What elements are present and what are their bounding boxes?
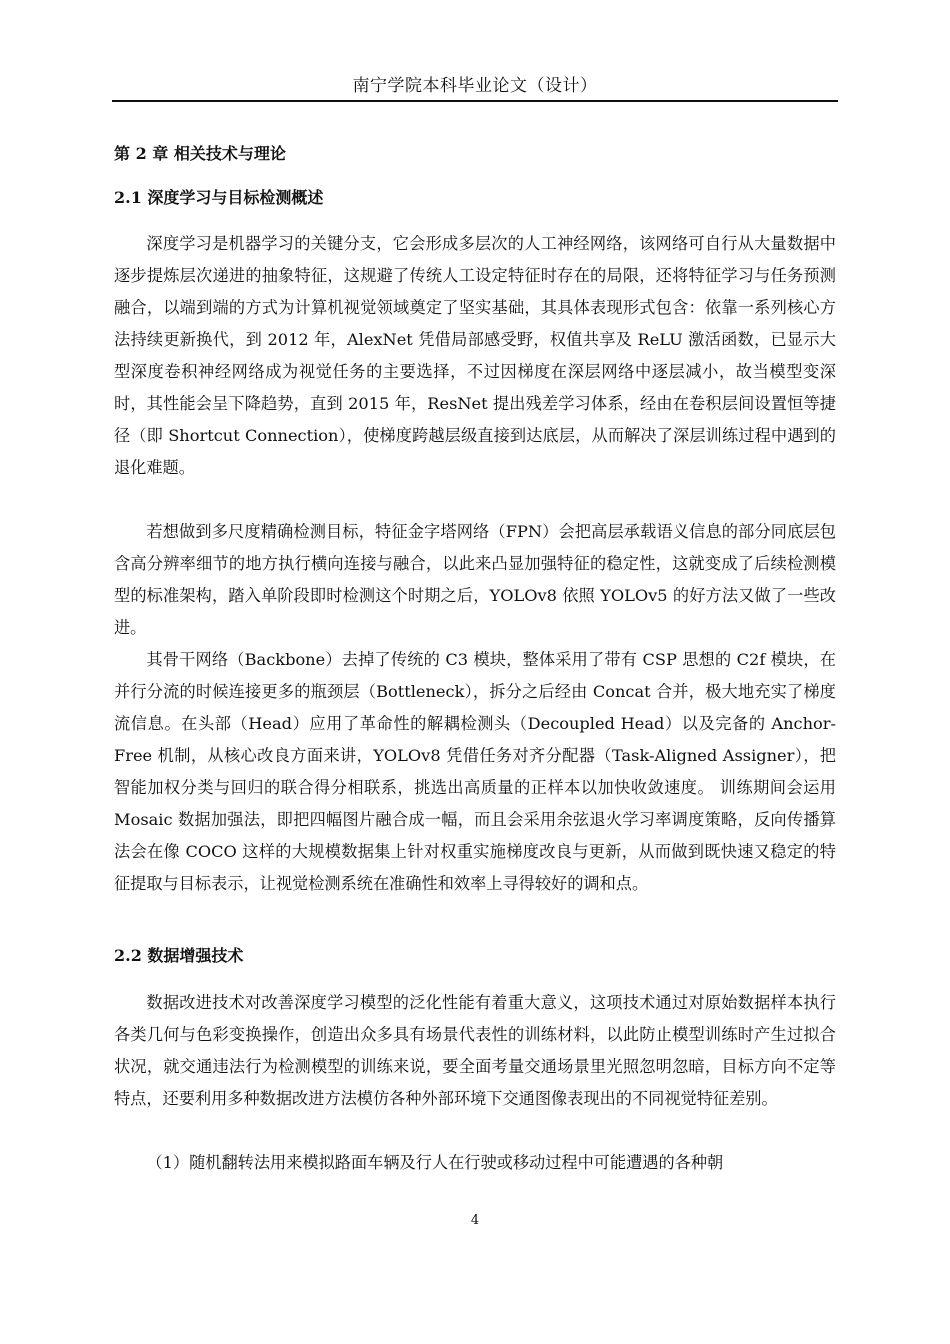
header-rule — [112, 100, 838, 102]
section-title-2-2: 2.2 数据增强技术 — [114, 946, 244, 965]
paragraph-deep-learning: 深度学习是机器学习的关键分支，它会形成多层次的人工神经网络，该网络可自行从大量数据中逐步提炼层次递进的抽象特征，这规避了传统人工设定特征时存在的局限，还将特征学习与任务预测融合，以端到端的方式为计算机视觉领域奠定了坚实基础，其具体表现形式包含：依靠一系列核心方法持续更新换代，到 2012 年，AlexNet 凭借局部感受野，权值共享及 ReLU 激活函数，已显示大型深度卷积神经网络成为视觉任务的主要选择，不过因梯度在深层网络中逐层减小，故当模型变深时，其性能会呈下降趋势，直到 2015 年，ResNet 提出残差学习体系，经由在卷积层间设置恒等捷径（即 Shortcut Connection），使梯度跨越层级直接到达底层，从而解决了深层训练过程中遇到的退化难题。 — [114, 234, 836, 477]
running-header: 南宁学院本科毕业论文（设计） — [352, 76, 598, 96]
paragraph-backbone: 其骨干网络（Backbone）去掉了传统的 C3 模块，整体采用了带有 CSP 思想的 C2f 模块，在并行分流的时候连接更多的瓶颈层（Bottleneck），拆分之后经由 Concat 合并，极大地充实了梯度流信息。在头部（Head）应用了革命性的解耦检测头（Decoupled Head）以及完备的 Anchor-Free 机制，从核心改良方面来讲，YOLOv8 凭借任务对齐分配器（Task-Aligned Assigner），把智能加权分类与回归的联合得分相联系，挑选出高质量的正样本以加快收敛速度。 训练期间会运用 Mosaic 数据加强法，即把四幅图片融合成一幅，而且会采用余弦退火学习率调度策略，反向传播算法会在像 COCO 这样的大规模数据集上针对权重实施梯度改良与更新，从而做到既快速又稳定的特征提取与目标表示，让视觉检测系统在准确性和效率上寻得较好的调和点。 — [114, 650, 836, 893]
page-number: 4 — [470, 1213, 480, 1228]
chapter-title: 第 2 章 相关技术与理论 — [114, 144, 286, 163]
section-title-2-1: 2.1 深度学习与目标检测概述 — [114, 188, 324, 207]
paragraph-fpn: 若想做到多尺度精确检测目标，特征金字塔网络（FPN）会把高层承载语义信息的部分同底层包含高分辨率细节的地方执行横向连接与融合，以此来凸显加强特征的稳定性，这就变成了后续检测模型的标准架构，踏入单阶段即时检测这个时期之后，YOLOv8 依照 YOLOv5 的好方法又做了一些改进。 — [114, 522, 836, 637]
list-item-random-flip: （1）随机翻转法用来模拟路面车辆及行人在行驶或移动过程中可能遭遇的各种朝 — [146, 1153, 724, 1172]
paragraph-data-augmentation: 数据改进技术对改善深度学习模型的泛化性能有着重大意义，这项技术通过对原始数据样本执行各类几何与色彩变换操作，创造出众多具有场景代表性的训练材料，以此防止模型训练时产生过拟合状况，就交通违法行为检测模型的训练来说，要全面考量交通场景里光照忽明忽暗，目标方向不定等特点，还要利用多种数据改进方法模仿各种外部环境下交通图像表现出的不同视觉特征差别。 — [114, 993, 836, 1108]
